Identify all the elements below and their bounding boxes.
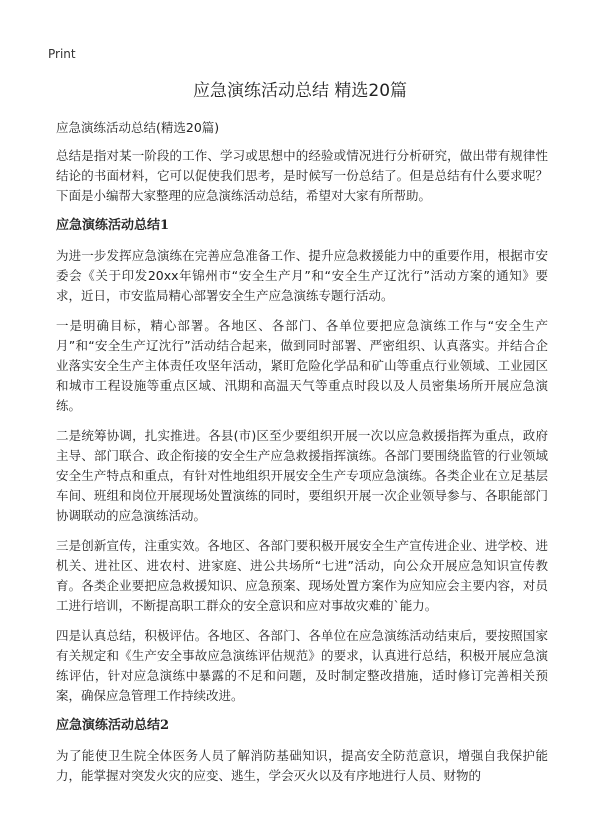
- section-paragraph: 二是统筹协调，扎实推进。各县(市)区至少要组织开展一次以应急救援指挥为重点，政府主导、部门联合、政企衔接的安全生产应急救援指挥演练。各部门要围绕监管的行业领域安全生产特点和重点，有针对性地组织开展安全生产专项应急演练。各类企业在立足基层车间、班组和岗位开展现场处置演练的同时，要组织开展一次企业领导参与、各职能部门协调联动的应急演练活动。: [56, 428, 548, 523]
- print-link[interactable]: Print: [48, 47, 76, 61]
- document-subtitle: 应急演练活动总结(精选20篇): [56, 120, 220, 135]
- section-heading: 应急演练活动总结1: [56, 218, 170, 233]
- section-2: [56, 716, 548, 786]
- section-paragraph: 为了能使卫生院全体医务人员了解消防基础知识，提高安全防范意识，增强自我保护能力，能掌握对突发火灾的应变、逃生，学会灭火以及有序地进行人员、财物的: [56, 748, 548, 783]
- section-paragraph: 三是创新宣传，注重实效。各地区、各部门要积极开展安全生产宣传进企业、进学校、进机关、进社区、进农村、进家庭、进公共场所“七进”活动，向公众开展应急知识宣传教育。各类企业要把应急救援知识、应急预案、现场处置方案作为应知应会主要内容，对员工进行培训，不断提高职工群众的安全意识和应对事故灾难的`能力。: [56, 538, 548, 613]
- section-paragraph: 一是明确目标，精心部署。各地区、各部门、各单位要把应急演练工作与“安全生产月”和“安全生产辽沈行”活动结合起来，做到同时部署、严密组织、认真落实。并结合企业落实安全生产主体责任攻坚年活动，紧盯危险化学品和矿山等重点行业领域、工业园区和城市工程设施等重点区域、汛期和高温天气等重点时段以及人员密集场所开展应急演练。: [56, 318, 548, 413]
- section-paragraph: 为进一步发挥应急演练在完善应急准备工作、提升应急救援能力中的重要作用，根据市安委会《关于印发20xx年锦州市“安全生产月”和“安全生产辽沈行”活动方案的通知》要求，近日，市安监局精心部署安全生产应急演练专题行活动。: [56, 248, 548, 303]
- section-paragraph: 四是认真总结，积极评估。各地区、各部门、各单位在应急演练活动结束后，要按照国家有关规定和《生产安全事故应急演练评估规范》的要求，认真进行总结，积极开展应急演练评估，针对应急演练中暴露的不足和问题，及时制定整改措施，适时修订完善相关预案，确保应急管理工作持续改进。: [56, 628, 548, 703]
- section-heading: 应急演练活动总结2: [56, 718, 170, 733]
- section-1: [56, 216, 548, 706]
- intro-paragraph: 总结是指对某一阶段的工作、学习或思想中的经验或情况进行分析研究，做出带有规律性结论的书面材料，它可以促使我们思考，是时候写一份总结了。但是总结有什么要求呢？下面是小编帮大家整理的应急演练活动总结，希望对大家有所帮助。: [56, 148, 548, 203]
- document-body: [56, 118, 548, 796]
- document-title: 应急演练活动总结 精选20篇: [192, 81, 408, 101]
